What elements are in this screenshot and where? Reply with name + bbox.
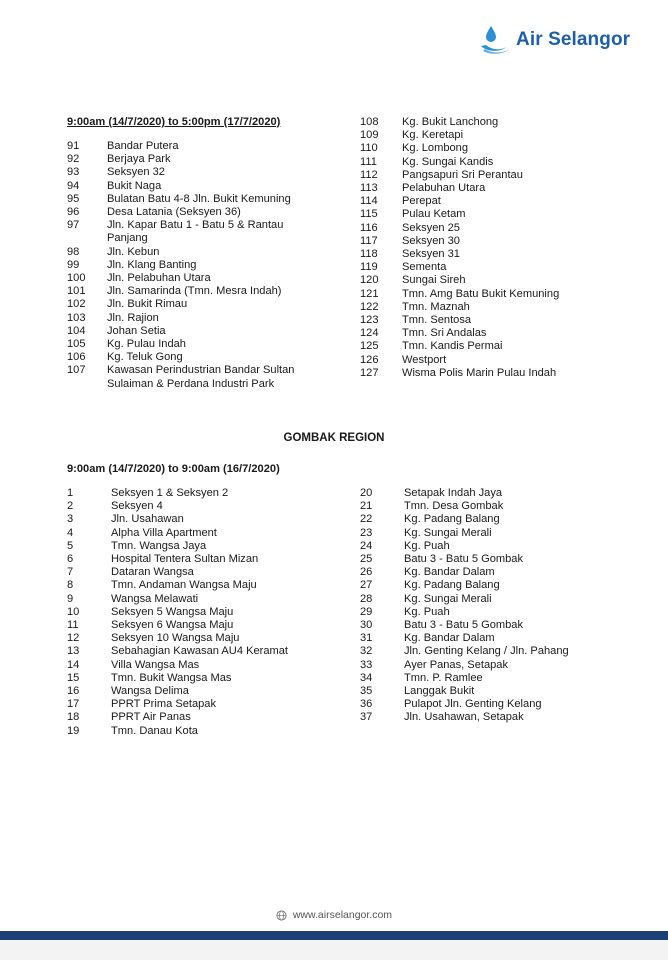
list-item bbox=[360, 274, 620, 287]
item-number: 20 bbox=[360, 487, 373, 499]
list-item bbox=[360, 327, 620, 340]
list-item bbox=[360, 579, 620, 592]
footer bbox=[0, 909, 668, 921]
list-item bbox=[67, 180, 317, 193]
globe-icon bbox=[276, 910, 287, 921]
item-name: Pulau Ketam bbox=[402, 208, 466, 221]
item-name: Jln. Kebun bbox=[107, 245, 160, 258]
item-number: 100 bbox=[67, 272, 86, 285]
list-item bbox=[360, 208, 620, 221]
section2-left-list bbox=[67, 487, 337, 738]
list-item bbox=[67, 338, 317, 351]
list-item bbox=[67, 619, 337, 632]
item-number: 12 bbox=[67, 632, 80, 645]
item-number: 109 bbox=[360, 129, 379, 142]
list-item bbox=[67, 659, 337, 672]
item-name: Tmn. P. Ramlee bbox=[404, 671, 483, 684]
item-name: Perepat bbox=[402, 195, 441, 208]
item-name: Kg. Sungai Merali bbox=[404, 526, 492, 539]
website-link[interactable]: www.airselangor.com bbox=[292, 909, 393, 921]
item-name: Tmn. Kandis Permai bbox=[402, 340, 503, 353]
item-name: Kg. Lombong bbox=[402, 142, 468, 155]
item-number: 108 bbox=[360, 116, 379, 128]
list-item bbox=[67, 325, 317, 338]
item-name: Kg. Keretapi bbox=[402, 129, 464, 142]
item-name: Bukit Naga bbox=[107, 179, 162, 192]
item-number: 127 bbox=[360, 366, 379, 379]
item-number: 121 bbox=[360, 287, 379, 300]
item-number: 104 bbox=[67, 324, 86, 337]
item-number: 107 bbox=[67, 364, 86, 377]
item-number: 10 bbox=[67, 605, 80, 618]
item-name: Villa Wangsa Mas bbox=[111, 658, 200, 671]
item-name: Tmn. Maznah bbox=[402, 300, 470, 313]
item-name: Jln. Klang Banting bbox=[107, 258, 197, 271]
list-item bbox=[67, 725, 337, 738]
item-name: Kg. Teluk Gong bbox=[107, 351, 183, 364]
item-name: Kg. Puah bbox=[404, 605, 450, 618]
item-number: 117 bbox=[360, 234, 378, 247]
item-number: 91 bbox=[67, 140, 80, 152]
list-item bbox=[67, 685, 337, 698]
item-name: Seksyen 5 Wangsa Maju bbox=[111, 605, 234, 618]
water-drop-logo-icon bbox=[478, 22, 514, 58]
section2-heading: 9:00am (14/7/2020) to 9:00am (16/7/2020) bbox=[67, 463, 280, 475]
item-number: 95 bbox=[67, 192, 80, 205]
item-name: Batu 3 - Batu 5 Gombak bbox=[404, 619, 524, 632]
item-name: Pangsapuri Sri Perantau bbox=[402, 168, 523, 181]
list-item bbox=[67, 632, 337, 645]
item-name: Desa Latania (Seksyen 36) bbox=[107, 206, 241, 219]
item-number: 25 bbox=[360, 553, 373, 566]
item-number: 126 bbox=[360, 353, 379, 366]
item-name: Seksyen 32 bbox=[107, 166, 165, 179]
item-name: Pulapot Jln. Genting Kelang bbox=[404, 698, 542, 711]
item-number: 21 bbox=[360, 500, 373, 513]
item-name: Seksyen 4 bbox=[111, 500, 163, 513]
item-number: 115 bbox=[360, 208, 378, 221]
list-item bbox=[67, 487, 337, 500]
list-item bbox=[67, 193, 317, 206]
item-number: 120 bbox=[360, 274, 379, 287]
list-item bbox=[67, 298, 317, 311]
list-item bbox=[360, 500, 620, 513]
item-name: Westport bbox=[402, 353, 447, 366]
list-item bbox=[360, 513, 620, 526]
item-number: 3 bbox=[67, 513, 74, 526]
item-number: 97 bbox=[67, 219, 80, 232]
list-item bbox=[67, 246, 317, 259]
item-name: Tmn. Danau Kota bbox=[111, 724, 198, 737]
item-number: 23 bbox=[360, 526, 373, 539]
item-name: Kg. Sungai Kandis bbox=[402, 155, 494, 168]
item-number: 8 bbox=[67, 579, 74, 592]
list-item bbox=[360, 261, 620, 274]
item-name: Wangsa Delima bbox=[111, 685, 189, 698]
item-name: Seksyen 31 bbox=[402, 248, 460, 261]
item-name: Tmn. Wangsa Jaya bbox=[111, 539, 207, 552]
item-number: 27 bbox=[360, 579, 373, 592]
region-title: GOMBAK REGION bbox=[283, 432, 385, 444]
brand-logo bbox=[478, 22, 630, 58]
item-number: 29 bbox=[360, 605, 373, 618]
item-name: Kawasan Perindustrian Bandar Sultan Sulaiman & Perdana Industri Park bbox=[107, 364, 295, 390]
list-item bbox=[67, 527, 337, 540]
list-item bbox=[67, 672, 337, 685]
item-number: 119 bbox=[360, 261, 378, 274]
list-item bbox=[67, 272, 317, 285]
item-name: Kg. Padang Balang bbox=[404, 513, 500, 526]
list-item bbox=[360, 632, 620, 645]
item-number: 31 bbox=[360, 632, 373, 645]
item-name: Jln. Usahawan, Setapak bbox=[404, 711, 524, 724]
brand-name: Air Selangor bbox=[516, 29, 631, 50]
item-number: 98 bbox=[67, 245, 80, 258]
item-number: 35 bbox=[360, 685, 373, 698]
list-item bbox=[67, 579, 337, 592]
section1-right-list bbox=[360, 116, 620, 380]
list-item bbox=[360, 182, 620, 195]
list-item bbox=[67, 500, 337, 513]
list-item bbox=[67, 166, 317, 179]
item-name: Kg. Sungai Merali bbox=[404, 592, 492, 605]
list-item bbox=[67, 540, 337, 553]
item-name: PPRT Air Panas bbox=[111, 711, 191, 724]
list-item bbox=[360, 540, 620, 553]
item-number: 111 bbox=[360, 155, 377, 168]
item-number: 22 bbox=[360, 513, 373, 526]
item-name: Jln. Genting Kelang / Jln. Pahang bbox=[404, 645, 569, 658]
item-name: Tmn. Sri Andalas bbox=[402, 327, 487, 340]
item-name: Jln. Usahawan bbox=[111, 513, 184, 526]
item-name: Kg. Bandar Dalam bbox=[404, 632, 495, 645]
list-item bbox=[360, 156, 620, 169]
list-item bbox=[360, 527, 620, 540]
item-number: 122 bbox=[360, 300, 379, 313]
list-item bbox=[360, 553, 620, 566]
list-item bbox=[360, 619, 620, 632]
item-number: 112 bbox=[360, 168, 378, 181]
item-name: Sementa bbox=[402, 261, 447, 274]
list-item bbox=[360, 116, 620, 129]
item-number: 26 bbox=[360, 566, 373, 579]
item-number: 4 bbox=[67, 526, 74, 539]
item-number: 92 bbox=[67, 153, 80, 166]
item-name: Bulatan Batu 4-8 Jln. Bukit Kemuning bbox=[107, 192, 291, 205]
item-number: 105 bbox=[67, 338, 86, 351]
list-item bbox=[360, 487, 620, 500]
item-name: Kg. Pulau Indah bbox=[107, 338, 186, 351]
item-name: Alpha Villa Apartment bbox=[111, 526, 217, 539]
item-number: 1 bbox=[67, 487, 74, 499]
section1-left-list bbox=[67, 140, 317, 391]
list-item bbox=[67, 698, 337, 711]
item-number: 99 bbox=[67, 258, 80, 271]
item-name: Seksyen 6 Wangsa Maju bbox=[111, 619, 234, 632]
list-item bbox=[360, 340, 620, 353]
section1-heading: 9:00am (14/7/2020) to 5:00pm (17/7/2020) bbox=[67, 116, 281, 128]
item-name: Seksyen 1 & Seksyen 2 bbox=[111, 487, 229, 499]
item-number: 110 bbox=[360, 142, 378, 155]
item-number: 93 bbox=[67, 166, 80, 179]
item-number: 32 bbox=[360, 645, 373, 658]
item-number: 24 bbox=[360, 539, 373, 552]
item-number: 5 bbox=[67, 539, 74, 552]
item-number: 116 bbox=[360, 221, 378, 234]
item-name: Wisma Polis Marin Pulau Indah bbox=[402, 366, 557, 379]
item-name: Ayer Panas, Setapak bbox=[404, 658, 509, 671]
list-item bbox=[360, 301, 620, 314]
item-number: 125 bbox=[360, 340, 379, 353]
list-item bbox=[360, 195, 620, 208]
list-item bbox=[360, 566, 620, 579]
item-number: 118 bbox=[360, 248, 378, 261]
list-item bbox=[360, 672, 620, 685]
item-name: Batu 3 - Batu 5 Gombak bbox=[404, 553, 524, 566]
item-number: 96 bbox=[67, 206, 80, 219]
list-item bbox=[67, 645, 337, 658]
list-item bbox=[67, 153, 317, 166]
item-name: Bandar Putera bbox=[107, 140, 179, 152]
item-name: Johan Setia bbox=[107, 324, 166, 337]
item-name: Jln. Bukit Rimau bbox=[107, 298, 188, 311]
list-item bbox=[360, 222, 620, 235]
list-item bbox=[360, 711, 620, 724]
item-number: 37 bbox=[360, 711, 373, 724]
item-number: 14 bbox=[67, 658, 80, 671]
item-number: 34 bbox=[360, 671, 373, 684]
item-number: 36 bbox=[360, 698, 373, 711]
list-item bbox=[360, 645, 620, 658]
list-item bbox=[67, 364, 317, 390]
item-number: 6 bbox=[67, 553, 74, 566]
section2-right-list bbox=[360, 487, 620, 725]
list-item bbox=[360, 698, 620, 711]
list-item bbox=[67, 606, 337, 619]
footer-strip bbox=[0, 940, 668, 960]
list-item bbox=[360, 288, 620, 301]
list-item bbox=[360, 314, 620, 327]
item-name: Sungai Sireh bbox=[402, 274, 466, 287]
item-number: 30 bbox=[360, 619, 373, 632]
list-item bbox=[67, 566, 337, 579]
item-name: Langgak Bukit bbox=[404, 685, 475, 698]
item-name: Jln. Rajion bbox=[107, 311, 159, 324]
item-name: Kg. Bandar Dalam bbox=[404, 566, 495, 579]
item-name: Tmn. Amg Batu Bukit Kemuning bbox=[402, 287, 560, 300]
item-number: 11 bbox=[67, 619, 79, 632]
list-item bbox=[67, 259, 317, 272]
item-number: 19 bbox=[67, 724, 80, 737]
item-name: Seksyen 25 bbox=[402, 221, 460, 234]
item-number: 103 bbox=[67, 311, 86, 324]
list-item bbox=[360, 606, 620, 619]
list-item bbox=[67, 140, 317, 153]
list-item bbox=[67, 312, 317, 325]
item-number: 9 bbox=[67, 592, 74, 605]
item-number: 33 bbox=[360, 658, 373, 671]
list-item bbox=[360, 235, 620, 248]
item-name: Seksyen 10 Wangsa Maju bbox=[111, 632, 240, 645]
list-item bbox=[360, 354, 620, 367]
list-item bbox=[360, 367, 620, 380]
item-number: 113 bbox=[360, 182, 378, 195]
item-name: Kg. Padang Balang bbox=[404, 579, 500, 592]
list-item bbox=[67, 206, 317, 219]
list-item bbox=[360, 248, 620, 261]
item-number: 2 bbox=[67, 500, 74, 513]
item-name: Kg. Bukit Lanchong bbox=[402, 116, 499, 128]
item-name: Dataran Wangsa bbox=[111, 566, 194, 579]
item-name: Jln. Kapar Batu 1 - Batu 5 & Rantau Panjang bbox=[107, 219, 284, 245]
list-item bbox=[67, 593, 337, 606]
item-name: Jln. Samarinda (Tmn. Mesra Indah) bbox=[107, 285, 282, 298]
item-number: 28 bbox=[360, 592, 373, 605]
item-name: Wangsa Melawati bbox=[111, 592, 199, 605]
item-name: Tmn. Bukit Wangsa Mas bbox=[111, 671, 232, 684]
footer-bar bbox=[0, 931, 668, 940]
list-item bbox=[67, 219, 317, 245]
list-item bbox=[360, 169, 620, 182]
item-number: 18 bbox=[67, 711, 80, 724]
list-item bbox=[67, 553, 337, 566]
list-item bbox=[67, 285, 317, 298]
item-name: Setapak Indah Jaya bbox=[404, 487, 503, 499]
item-name: Sebahagian Kawasan AU4 Keramat bbox=[111, 645, 289, 658]
item-number: 102 bbox=[67, 298, 86, 311]
item-number: 123 bbox=[360, 314, 379, 327]
item-number: 124 bbox=[360, 327, 379, 340]
item-name: Jln. Pelabuhan Utara bbox=[107, 272, 211, 285]
item-number: 13 bbox=[67, 645, 80, 658]
item-number: 7 bbox=[67, 566, 74, 579]
item-name: Tmn. Sentosa bbox=[402, 314, 472, 327]
item-number: 106 bbox=[67, 351, 86, 364]
list-item bbox=[360, 593, 620, 606]
item-name: Berjaya Park bbox=[107, 153, 171, 166]
item-name: PPRT Prima Setapak bbox=[111, 698, 217, 711]
item-name: Hospital Tentera Sultan Mizan bbox=[111, 553, 259, 566]
list-item bbox=[360, 685, 620, 698]
list-item bbox=[67, 351, 317, 364]
list-item bbox=[360, 659, 620, 672]
item-number: 16 bbox=[67, 685, 80, 698]
item-name: Tmn. Andaman Wangsa Maju bbox=[111, 579, 257, 592]
item-number: 17 bbox=[67, 698, 80, 711]
item-number: 15 bbox=[67, 671, 80, 684]
item-number: 94 bbox=[67, 179, 80, 192]
item-name: Tmn. Desa Gombak bbox=[404, 500, 504, 513]
item-number: 101 bbox=[67, 285, 86, 298]
list-item bbox=[360, 142, 620, 155]
item-name: Pelabuhan Utara bbox=[402, 182, 486, 195]
list-item bbox=[360, 129, 620, 142]
item-number: 114 bbox=[360, 195, 378, 208]
item-name: Kg. Puah bbox=[404, 539, 450, 552]
list-item bbox=[67, 711, 337, 724]
item-name: Seksyen 30 bbox=[402, 234, 460, 247]
list-item bbox=[67, 513, 337, 526]
